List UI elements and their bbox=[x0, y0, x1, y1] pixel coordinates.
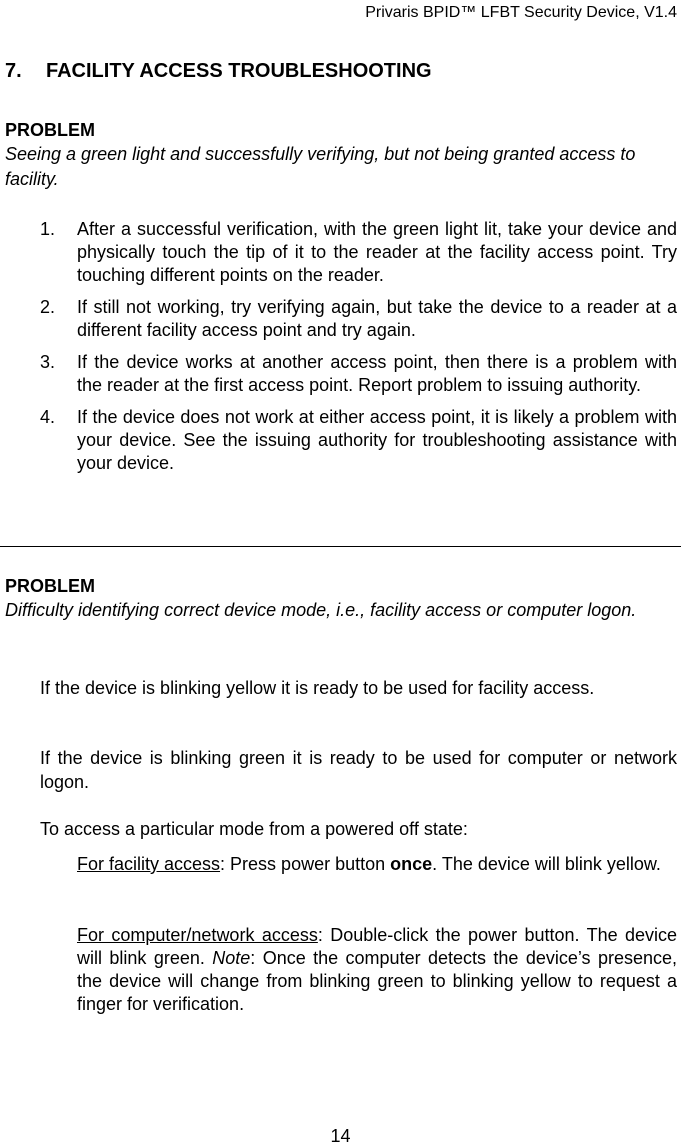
step-text: If the device works at another access point, then there is a problem with the reader at the first access point. Report problem to issuing authority. bbox=[77, 352, 677, 395]
section-heading bbox=[5, 59, 432, 83]
computer-text: : Double-click the power button. The device will blink green. bbox=[77, 925, 678, 968]
facility-access-label: For facility access bbox=[77, 854, 221, 874]
computer-access-label: For computer/network access bbox=[77, 925, 318, 945]
list-item bbox=[40, 218, 677, 287]
section-title: FACILITY ACCESS TROUBLESHOOTING bbox=[46, 60, 432, 82]
facility-text: : Press power button bbox=[220, 854, 391, 874]
step-text: If the device does not work at either access point, it is likely a problem with your device. See the issuing authority for troubleshooting assistance with your device. bbox=[77, 407, 677, 473]
problem-label: PROBLEM bbox=[5, 120, 95, 140]
step-text: If still not working, try verifying again, but take the device to a reader at a different facility access point and try again. bbox=[77, 297, 677, 340]
list-item bbox=[40, 406, 677, 475]
problem-label: PROBLEM bbox=[5, 576, 95, 596]
facility-text-end: . The device will blink yellow. bbox=[432, 854, 661, 874]
computer-text-end: : Once the computer detects the device’s presence, the device will change from blinking green to blinking yellow to request a finger for verification. bbox=[77, 948, 677, 1014]
computer-access-instruction bbox=[77, 924, 677, 1016]
list-item bbox=[40, 296, 677, 342]
step-number: 3. bbox=[40, 352, 56, 372]
once-emphasis: once bbox=[390, 854, 433, 874]
troubleshooting-steps bbox=[40, 218, 677, 475]
green-mode-paragraph: If the device is blinking green it is ready to be used for computer or network logon. bbox=[40, 748, 677, 792]
access-mode-intro: To access a particular mode from a powered off state: bbox=[40, 819, 468, 839]
step-number: 4. bbox=[40, 407, 56, 427]
problem-description: Seeing a green light and successfully verifying, but not being granted access to facility. bbox=[5, 144, 636, 189]
problem-description: Difficulty identifying correct device mode, i.e., facility access or computer logon. bbox=[5, 600, 637, 620]
step-number: 2. bbox=[40, 297, 56, 317]
step-number: 1. bbox=[40, 219, 56, 239]
section-divider bbox=[0, 546, 681, 547]
facility-access-instruction bbox=[77, 853, 677, 876]
page-number: 14 bbox=[330, 1126, 351, 1146]
note-label: Note bbox=[212, 948, 251, 968]
page-header: Privaris BPID™ LFBT Security Device, V1.4 bbox=[365, 4, 677, 21]
problem-1 bbox=[5, 119, 681, 192]
yellow-mode-paragraph: If the device is blinking yellow it is ready to be used for facility access. bbox=[40, 678, 595, 698]
step-text: After a successful verification, with the green light lit, take your device and physically touch the tip of it to the reader at the facility access point. Try touching different points on the reader. bbox=[77, 219, 677, 285]
problem-2 bbox=[5, 575, 681, 623]
list-item bbox=[40, 351, 677, 397]
section-number: 7. bbox=[5, 60, 22, 82]
